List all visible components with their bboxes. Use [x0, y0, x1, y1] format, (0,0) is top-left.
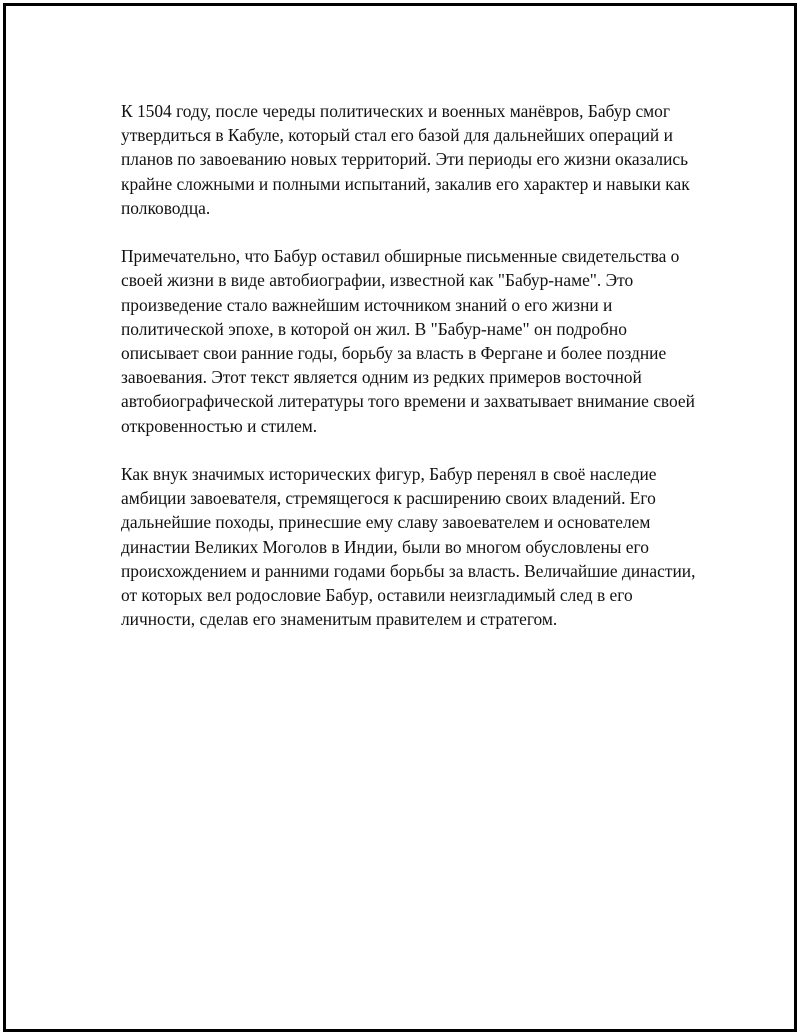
- document-page: [3, 3, 797, 1032]
- paragraph-kabul: К 1504 году, после череды политических и военных манёвров, Бабур смог утвердиться в Кабуле, который стал его базой для дальнейших операций и планов по завоеванию новых территорий. Эти периоды его жизни оказались крайне сложными и полными испытаний, закалив его характер и навыки как полководца.: [121, 101, 690, 218]
- document-body: [121, 99, 696, 656]
- paragraph-baburnama: Примечательно, что Бабур оставил обширные письменные свидетельства о своей жизни в виде автобиографии, известной как "Бабур-наме". Это произведение стало важнейшим источником знаний о его жизни и политической эпохе, в которой он жил. В "Бабур-наме" он подробно описывает свои ранние годы, борьбу за власть в Фергане и более поздние завоевания. Этот текст является одним из редких примеров восточной автобиографической литературы того времени и захватывает внимание своей откровенностью и стилем.: [121, 246, 695, 436]
- paragraph-legacy: Как внук значимых исторических фигур, Бабур перенял в своё наследие амбиции завоевателя, стремящегося к расширению своих владений. Его дальнейшие походы, принесшие ему славу завоевателем и основателем династии Великих Моголов в Индии, были во многом обусловлены его происхождением и ранними годами борьбы за власть. Величайшие династии, от которых вел родословие Бабур, оставили неизгладимый след в его личности, сделав его знаменитым правителем и стратегом.: [121, 464, 696, 630]
